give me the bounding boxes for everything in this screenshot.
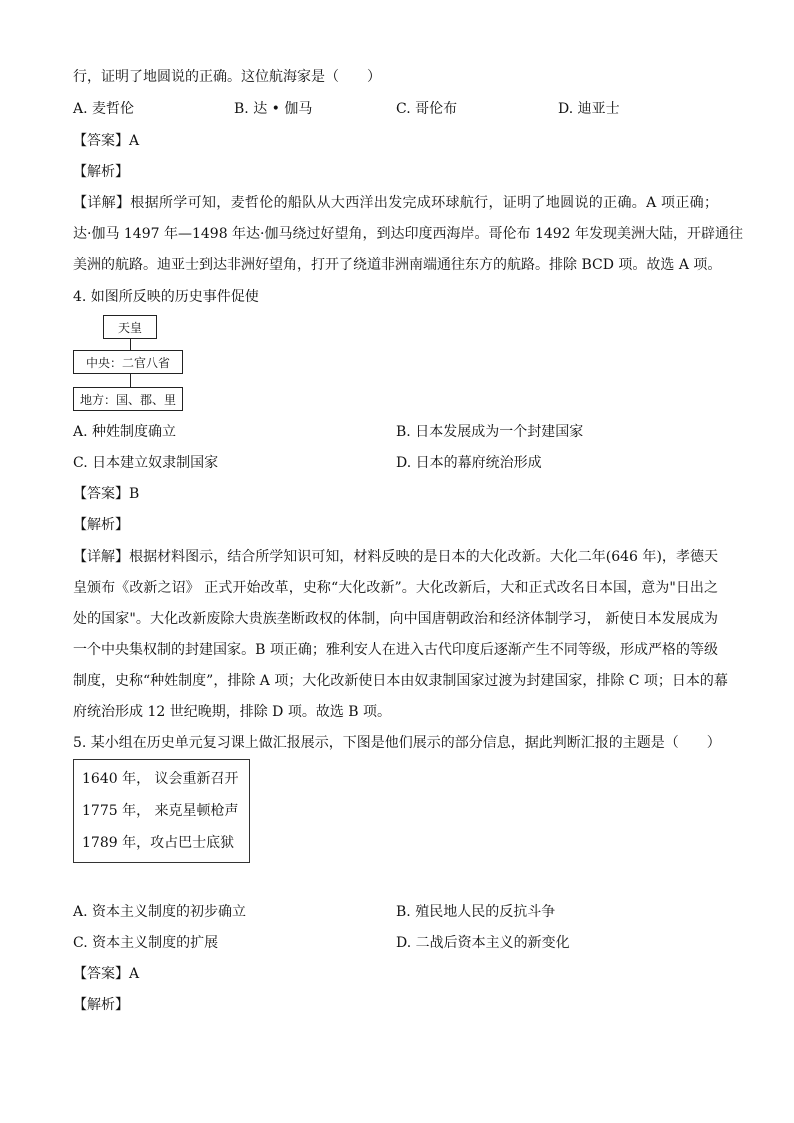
diagram-connector [130, 374, 131, 387]
q4-option-c: C. 日本建立奴隶制国家 [73, 455, 219, 471]
q5-info-line: 1640 年， 议会重新召开 [82, 771, 239, 787]
q4-stem: 4. 如图所反映的历史事件促使 [73, 289, 259, 305]
q3-option-c: C. 哥伦布 [396, 101, 458, 117]
q5-option-b: B. 殖民地人民的反抗斗争 [396, 904, 556, 920]
q3-stem-tail: 行，证明了地圆说的正确。这位航海家是（ ） [73, 69, 381, 85]
q5-analysis-label: 【解析】 [73, 997, 129, 1013]
q5-info-line: 1775 年， 来克星顿枪声 [82, 803, 239, 819]
q3-detail-line: 美洲的航路。迪亚士到达非洲好望角，打开了绕道非洲南端通往东方的航路。排除 BCD 项。故选 A 项。 [73, 257, 722, 273]
q5-option-d: D. 二战后资本主义的新变化 [396, 935, 570, 951]
q3-answer: 【答案】A [73, 133, 140, 149]
q3-detail-line: 【详解】根据所学可知，麦哲伦的船队从大西洋出发完成环球航行，证明了地圆说的正确。A 项正确； [73, 195, 718, 211]
q3-detail-line: 达·伽马 1497 年—1498 年达·伽马绕过好望角，到达印度西海岸。哥伦布 1492 年发现美洲大陆，开辟通往 [73, 226, 744, 242]
q5-info-line: 1789 年，攻占巴士底狱 [82, 835, 235, 851]
q3-option-b: B. 达 • 伽马 [234, 101, 313, 117]
q4-detail-line: 府统治形成 12 世纪晚期，排除 D 项。故选 B 项。 [73, 704, 392, 720]
q4-analysis-label: 【解析】 [73, 517, 129, 533]
q4-detail-line: 皇颁布《改新之诏》 正式开始改革，史称“大化改新”。大化改新后，大和正式改名日本国，意为"日出之 [73, 580, 718, 596]
diagram-box-central: 中央：二官八省 [73, 350, 183, 374]
q5-stem: 5. 某小组在历史单元复习课上做汇报展示，下图是他们展示的部分信息，据此判断汇报的主题是（ ） [73, 735, 721, 751]
q3-analysis-label: 【解析】 [73, 164, 129, 180]
q3-option-d: D. 迪亚士 [558, 101, 620, 117]
diagram-box-local: 地方：国、郡、里 [73, 387, 183, 411]
q5-option-a: A. 资本主义制度的初步确立 [73, 904, 247, 920]
q3-option-a: A. 麦哲伦 [73, 101, 135, 117]
q4-option-d: D. 日本的幕府统治形成 [396, 455, 542, 471]
q4-detail-line: 制度，史称“种姓制度”，排除 A 项；大化改新使日本由奴隶制国家过渡为封建国家，排除 C 项；日本的幕 [73, 673, 728, 689]
q4-option-b: B. 日本发展成为一个封建国家 [396, 424, 584, 440]
q4-detail-line: 【详解】根据材料图示，结合所学知识可知，材料反映的是日本的大化改新。大化二年(646 年)，孝德天 [73, 549, 718, 565]
q5-option-c: C. 资本主义制度的扩展 [73, 935, 219, 951]
q4-detail-line: 一个中央集权制的封建国家。B 项正确；雅利安人在进入古代印度后逐渐产生不同等级，形成严格的等级 [73, 642, 718, 658]
diagram-connector [130, 339, 131, 350]
q4-answer: 【答案】B [73, 486, 140, 502]
q5-answer: 【答案】A [73, 966, 140, 982]
q4-option-a: A. 种姓制度确立 [73, 424, 177, 440]
diagram-box-emperor: 天皇 [103, 315, 157, 339]
q4-detail-line: 处的国家"。大化改新废除大贵族垄断政权的体制，向中国唐朝政治和经济体制学习， 新使日本发展成为 [73, 611, 718, 627]
